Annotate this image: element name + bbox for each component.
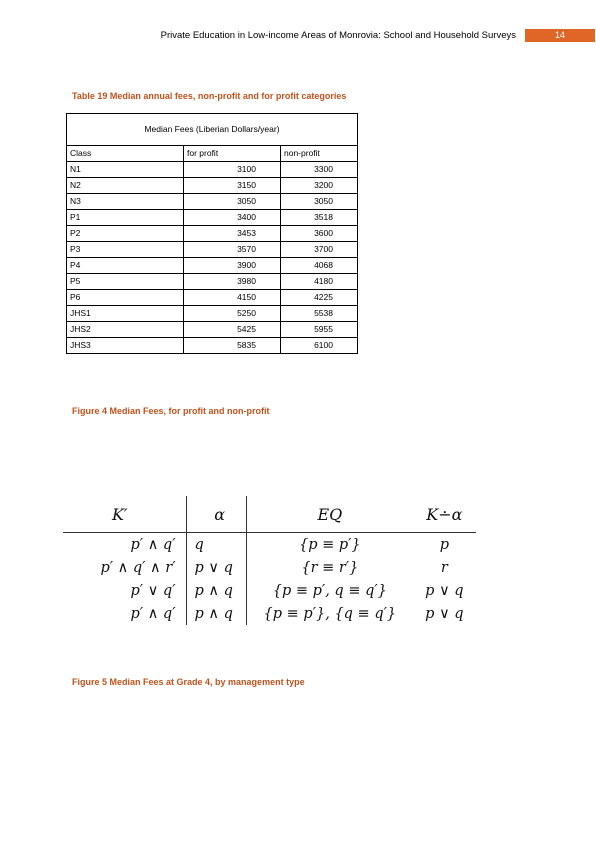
- logic-cell-alpha: p ∧ q: [186, 602, 246, 625]
- table-row: [67, 226, 358, 242]
- table-row: [67, 258, 358, 274]
- class-cell: P5: [67, 274, 184, 290]
- logic-cell-k-prime: p′ ∨ q′: [63, 579, 186, 602]
- for-profit-cell: 3453: [184, 226, 281, 242]
- non-profit-cell: 3050: [281, 194, 358, 210]
- logic-cell-eq: {p ≡ p′, q ≡ q′}: [272, 582, 387, 599]
- class-cell: N1: [67, 162, 184, 178]
- logic-row: [63, 602, 476, 625]
- class-cell: JHS3: [67, 338, 184, 354]
- non-profit-cell: 3700: [281, 242, 358, 258]
- logic-cell-eq: {p ≡ p′}: [298, 536, 361, 553]
- median-fees-table: [66, 113, 358, 354]
- table-19-caption: Table 19 Median annual fees, non-profit and for profit categories: [72, 91, 347, 101]
- logic-cell-alpha: p ∧ q: [186, 579, 246, 602]
- table-row: [67, 162, 358, 178]
- table-row: [67, 306, 358, 322]
- logic-header-eq: EQ: [246, 496, 412, 533]
- logic-cell-result: p ∨ q: [425, 582, 464, 599]
- logic-header-row: [63, 496, 476, 533]
- class-cell: P1: [67, 210, 184, 226]
- for-profit-cell: 3400: [184, 210, 281, 226]
- for-profit-cell: 3980: [184, 274, 281, 290]
- logic-cell-result: p: [439, 536, 450, 553]
- logic-cell-k-prime: p′ ∧ q′: [63, 602, 186, 625]
- table-row: [67, 322, 358, 338]
- non-profit-cell: 3300: [281, 162, 358, 178]
- for-profit-cell: 4150: [184, 290, 281, 306]
- logic-row: [63, 533, 476, 557]
- column-header-class: Class: [67, 146, 184, 162]
- logic-header-contraction: K∸α: [413, 496, 476, 533]
- logic-table-image: [63, 496, 476, 631]
- table-row: [67, 290, 358, 306]
- column-header-for-profit: for profit: [184, 146, 281, 162]
- logic-cell-alpha: q: [186, 533, 246, 557]
- non-profit-cell: 3518: [281, 210, 358, 226]
- non-profit-cell: 5955: [281, 322, 358, 338]
- figure-4-caption: Figure 4 Median Fees, for profit and non-profit: [72, 406, 270, 416]
- logic-cell-eq: {p ≡ p′}, {q ≡ q′}: [263, 605, 397, 622]
- class-cell: N2: [67, 178, 184, 194]
- for-profit-cell: 5835: [184, 338, 281, 354]
- non-profit-cell: 6100: [281, 338, 358, 354]
- logic-cell-k-prime: p′ ∧ q′: [63, 533, 186, 557]
- logic-cell-alpha: p ∨ q: [186, 556, 246, 579]
- class-cell: P3: [67, 242, 184, 258]
- for-profit-cell: 3150: [184, 178, 281, 194]
- logic-cell-result: r: [440, 559, 448, 576]
- table-row: [67, 178, 358, 194]
- logic-cell-eq: {r ≡ r′}: [301, 559, 359, 576]
- for-profit-cell: 3570: [184, 242, 281, 258]
- non-profit-cell: 5538: [281, 306, 358, 322]
- figure-5-caption: Figure 5 Median Fees at Grade 4, by management type: [72, 677, 305, 687]
- class-cell: P2: [67, 226, 184, 242]
- non-profit-cell: 4225: [281, 290, 358, 306]
- logic-header-alpha: α: [186, 496, 246, 533]
- for-profit-cell: 3900: [184, 258, 281, 274]
- running-header-title: Private Education in Low-income Areas of Monrovia: School and Household Surveys: [160, 30, 516, 41]
- for-profit-cell: 5250: [184, 306, 281, 322]
- table-row: [67, 194, 358, 210]
- non-profit-cell: 3600: [281, 226, 358, 242]
- class-cell: P4: [67, 258, 184, 274]
- logic-table: [63, 496, 476, 625]
- logic-row: [63, 579, 476, 602]
- class-cell: JHS1: [67, 306, 184, 322]
- table-row: [67, 242, 358, 258]
- table-row: [67, 338, 358, 354]
- table-column-header-row: [67, 146, 358, 162]
- page-number-badge: 14: [525, 29, 595, 42]
- column-header-non-profit: non-profit: [281, 146, 358, 162]
- non-profit-cell: 3200: [281, 178, 358, 194]
- table-span-header-row: [67, 114, 358, 146]
- table-row: [67, 210, 358, 226]
- class-cell: N3: [67, 194, 184, 210]
- for-profit-cell: 3100: [184, 162, 281, 178]
- table-span-header: Median Fees (Liberian Dollars/year): [67, 114, 358, 146]
- table-row: [67, 274, 358, 290]
- logic-row: [63, 556, 476, 579]
- for-profit-cell: 5425: [184, 322, 281, 338]
- class-cell: P6: [67, 290, 184, 306]
- for-profit-cell: 3050: [184, 194, 281, 210]
- logic-cell-result: p ∨ q: [425, 605, 464, 622]
- logic-cell-k-prime: p′ ∧ q′ ∧ r′: [63, 556, 186, 579]
- non-profit-cell: 4180: [281, 274, 358, 290]
- logic-header-k-prime: K′: [63, 496, 186, 533]
- non-profit-cell: 4068: [281, 258, 358, 274]
- class-cell: JHS2: [67, 322, 184, 338]
